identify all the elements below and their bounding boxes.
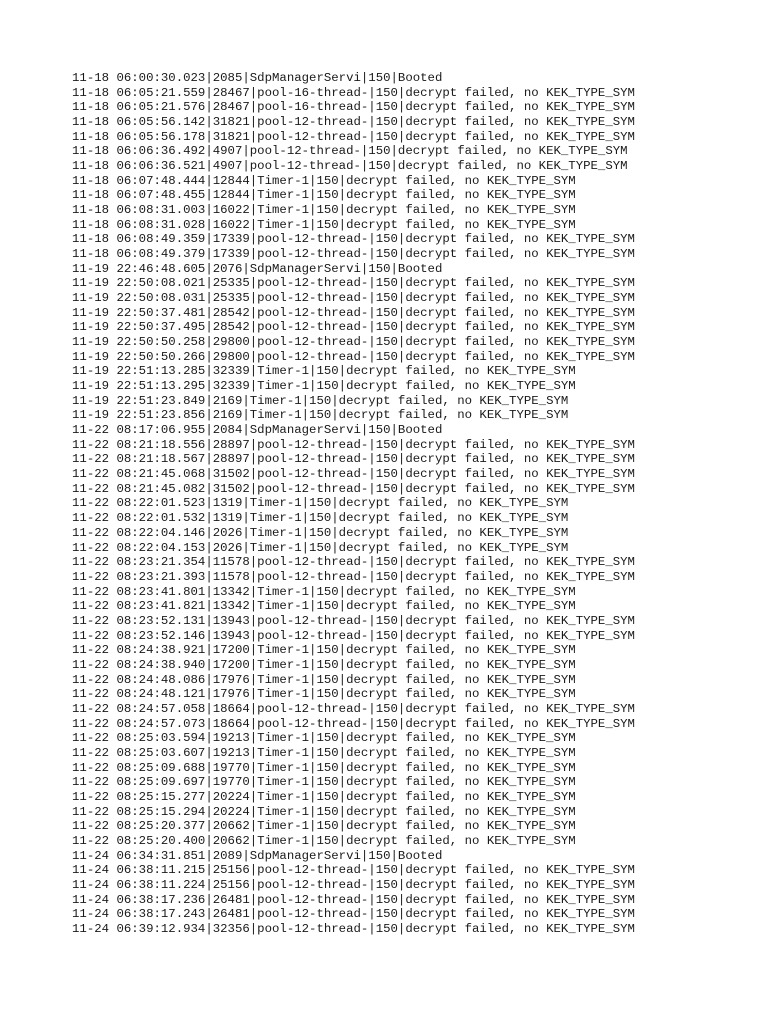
log-line: 11-18 06:07:48.455|12844|Timer-1|150|decrypt failed, no KEK_TYPE_SYM xyxy=(72,188,576,203)
log-line: 11-18 06:08:49.359|17339|pool-12-thread-|150|decrypt failed, no KEK_TYPE_SYM xyxy=(72,232,635,247)
log-line: 11-22 08:25:09.697|19770|Timer-1|150|decrypt failed, no KEK_TYPE_SYM xyxy=(72,775,576,790)
log-line: 11-22 08:24:38.940|17200|Timer-1|150|decrypt failed, no KEK_TYPE_SYM xyxy=(72,657,576,672)
log-line: 11-22 08:23:41.821|13342|Timer-1|150|decrypt failed, no KEK_TYPE_SYM xyxy=(72,599,576,614)
log-line: 11-22 08:24:48.086|17976|Timer-1|150|decrypt failed, no KEK_TYPE_SYM xyxy=(72,672,576,687)
log-line: 11-22 08:25:03.594|19213|Timer-1|150|decrypt failed, no KEK_TYPE_SYM xyxy=(72,731,576,746)
log-line: 11-19 22:50:08.031|25335|pool-12-thread-|150|decrypt failed, no KEK_TYPE_SYM xyxy=(72,291,635,306)
log-line: 11-22 08:21:18.567|28897|pool-12-thread-|150|decrypt failed, no KEK_TYPE_SYM xyxy=(72,452,635,467)
log-line: 11-22 08:21:45.068|31502|pool-12-thread-|150|decrypt failed, no KEK_TYPE_SYM xyxy=(72,467,635,482)
log-line: 11-22 08:22:04.146|2026|Timer-1|150|decrypt failed, no KEK_TYPE_SYM xyxy=(72,525,569,540)
log-line: 11-22 08:23:52.146|13943|pool-12-thread-|150|decrypt failed, no KEK_TYPE_SYM xyxy=(72,628,635,643)
log-line: 11-22 08:25:15.277|20224|Timer-1|150|decrypt failed, no KEK_TYPE_SYM xyxy=(72,789,576,804)
log-line: 11-22 08:21:45.082|31502|pool-12-thread-|150|decrypt failed, no KEK_TYPE_SYM xyxy=(72,481,635,496)
log-line: 11-22 08:25:20.377|20662|Timer-1|150|decrypt failed, no KEK_TYPE_SYM xyxy=(72,819,576,834)
log-line: 11-19 22:50:08.021|25335|pool-12-thread-|150|decrypt failed, no KEK_TYPE_SYM xyxy=(72,276,635,291)
log-line: 11-24 06:38:11.224|25156|pool-12-thread-|150|decrypt failed, no KEK_TYPE_SYM xyxy=(72,877,635,892)
log-line: 11-18 06:00:30.023|2085|SdpManagerServi|150|Booted xyxy=(72,71,443,85)
log-line: 11-22 08:22:01.523|1319|Timer-1|150|decrypt failed, no KEK_TYPE_SYM xyxy=(72,496,569,511)
log-line: 11-22 08:25:09.688|19770|Timer-1|150|decrypt failed, no KEK_TYPE_SYM xyxy=(72,760,576,775)
log-line: 11-19 22:51:13.295|32339|Timer-1|150|decrypt failed, no KEK_TYPE_SYM xyxy=(72,379,576,394)
log-line: 11-24 06:38:17.236|26481|pool-12-thread-|150|decrypt failed, no KEK_TYPE_SYM xyxy=(72,892,635,907)
log-line: 11-19 22:51:23.849|2169|Timer-1|150|decrypt failed, no KEK_TYPE_SYM xyxy=(72,393,569,408)
log-line: 11-22 08:24:48.121|17976|Timer-1|150|decrypt failed, no KEK_TYPE_SYM xyxy=(72,687,576,702)
log-line: 11-19 22:50:50.258|29800|pool-12-thread-|150|decrypt failed, no KEK_TYPE_SYM xyxy=(72,335,635,350)
log-line: 11-22 08:21:18.556|28897|pool-12-thread-|150|decrypt failed, no KEK_TYPE_SYM xyxy=(72,437,635,452)
log-line: 11-19 22:51:13.285|32339|Timer-1|150|decrypt failed, no KEK_TYPE_SYM xyxy=(72,364,576,379)
log-line: 11-22 08:17:06.955|2084|SdpManagerServi|150|Booted xyxy=(72,423,443,438)
log-line: 11-24 06:38:11.215|25156|pool-12-thread-|150|decrypt failed, no KEK_TYPE_SYM xyxy=(72,863,635,878)
log-line: 11-22 08:23:52.131|13943|pool-12-thread-|150|decrypt failed, no KEK_TYPE_SYM xyxy=(72,613,635,628)
log-line: 11-22 08:25:15.294|20224|Timer-1|150|decrypt failed, no KEK_TYPE_SYM xyxy=(72,804,576,819)
log-line: 11-19 22:50:50.266|29800|pool-12-thread-|150|decrypt failed, no KEK_TYPE_SYM xyxy=(72,349,635,364)
log-line: 11-22 08:24:38.921|17200|Timer-1|150|decrypt failed, no KEK_TYPE_SYM xyxy=(72,643,576,658)
log-line: 11-24 06:39:12.934|32356|pool-12-thread-|150|decrypt failed, no KEK_TYPE_SYM xyxy=(72,921,635,936)
log-line: 11-18 06:05:21.559|28467|pool-16-thread-|150|decrypt failed, no KEK_TYPE_SYM xyxy=(72,85,635,100)
log-line: 11-18 06:06:36.492|4907|pool-12-thread-|150|decrypt failed, no KEK_TYPE_SYM xyxy=(72,144,628,159)
log-line: 11-22 08:23:41.801|13342|Timer-1|150|decrypt failed, no KEK_TYPE_SYM xyxy=(72,584,576,599)
log-line: 11-18 06:05:56.142|31821|pool-12-thread-|150|decrypt failed, no KEK_TYPE_SYM xyxy=(72,115,635,130)
log-line: 11-22 08:24:57.073|18664|pool-12-thread-|150|decrypt failed, no KEK_TYPE_SYM xyxy=(72,716,635,731)
log-line: 11-22 08:22:01.532|1319|Timer-1|150|decrypt failed, no KEK_TYPE_SYM xyxy=(72,511,569,526)
log-line: 11-18 06:08:31.003|16022|Timer-1|150|decrypt failed, no KEK_TYPE_SYM xyxy=(72,203,576,218)
log-line: 11-22 08:23:21.393|11578|pool-12-thread-|150|decrypt failed, no KEK_TYPE_SYM xyxy=(72,569,635,584)
log-line: 11-24 06:34:31.851|2089|SdpManagerServi|150|Booted xyxy=(72,848,443,863)
log-line: 11-19 22:51:23.856|2169|Timer-1|150|decrypt failed, no KEK_TYPE_SYM xyxy=(72,408,569,423)
log-line: 11-18 06:07:48.444|12844|Timer-1|150|decrypt failed, no KEK_TYPE_SYM xyxy=(72,173,576,188)
log-line: 11-19 22:46:48.605|2076|SdpManagerServi|150|Booted xyxy=(72,261,443,276)
log-line: 11-24 06:38:17.243|26481|pool-12-thread-|150|decrypt failed, no KEK_TYPE_SYM xyxy=(72,907,635,922)
log-line: 11-18 06:05:56.178|31821|pool-12-thread-|150|decrypt failed, no KEK_TYPE_SYM xyxy=(72,129,635,144)
log-page xyxy=(72,71,752,937)
log-line: 11-18 06:05:21.576|28467|pool-16-thread-|150|decrypt failed, no KEK_TYPE_SYM xyxy=(72,100,635,115)
log-line: 11-18 06:08:49.379|17339|pool-12-thread-|150|decrypt failed, no KEK_TYPE_SYM xyxy=(72,247,635,262)
log-line: 11-22 08:22:04.153|2026|Timer-1|150|decrypt failed, no KEK_TYPE_SYM xyxy=(72,540,569,555)
log-line: 11-19 22:50:37.495|28542|pool-12-thread-|150|decrypt failed, no KEK_TYPE_SYM xyxy=(72,320,635,335)
log-line: 11-18 06:06:36.521|4907|pool-12-thread-|150|decrypt failed, no KEK_TYPE_SYM xyxy=(72,159,628,174)
log-line: 11-22 08:25:20.400|20662|Timer-1|150|decrypt failed, no KEK_TYPE_SYM xyxy=(72,833,576,848)
log-line: 11-18 06:08:31.028|16022|Timer-1|150|decrypt failed, no KEK_TYPE_SYM xyxy=(72,217,576,232)
log-line: 11-22 08:23:21.354|11578|pool-12-thread-|150|decrypt failed, no KEK_TYPE_SYM xyxy=(72,555,635,570)
log-line: 11-19 22:50:37.481|28542|pool-12-thread-|150|decrypt failed, no KEK_TYPE_SYM xyxy=(72,305,635,320)
log-line: 11-22 08:24:57.058|18664|pool-12-thread-|150|decrypt failed, no KEK_TYPE_SYM xyxy=(72,701,635,716)
log-line: 11-22 08:25:03.607|19213|Timer-1|150|decrypt failed, no KEK_TYPE_SYM xyxy=(72,745,576,760)
